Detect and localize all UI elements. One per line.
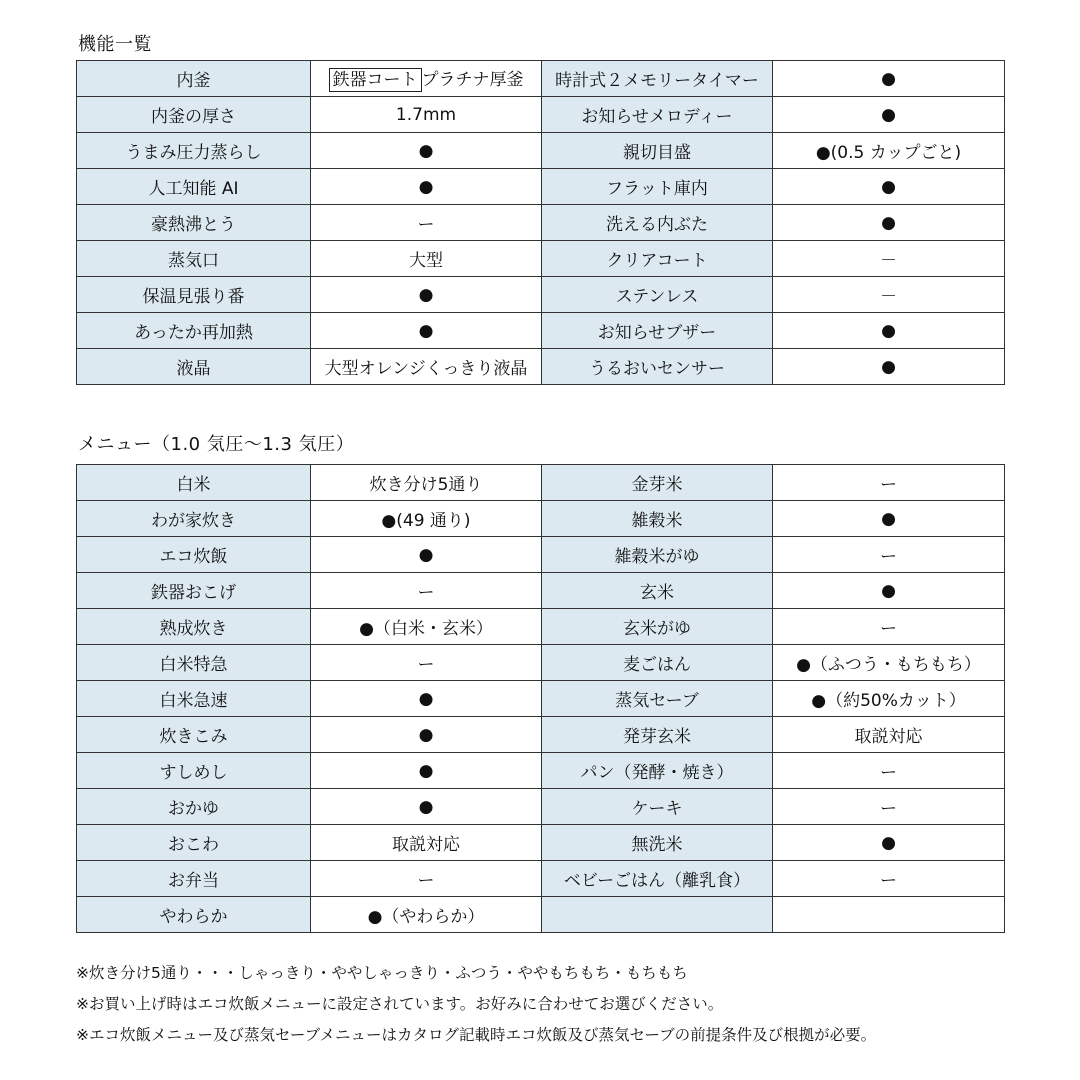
- feature-value: ●: [773, 313, 1005, 349]
- menu-value: ●（約50%カット）: [773, 681, 1005, 717]
- table-row: [77, 97, 1005, 133]
- table-row: [77, 205, 1005, 241]
- menu-value: ●: [773, 825, 1005, 861]
- feature-label: あったか再加熱: [77, 313, 311, 349]
- feature-label: 内釜: [77, 61, 311, 97]
- feature-value: ●: [773, 61, 1005, 97]
- menu-label: 麦ごはん: [542, 645, 773, 681]
- feature-value: ●: [311, 313, 542, 349]
- feature-value: ●: [311, 133, 542, 169]
- table-row: [77, 789, 1005, 825]
- feature-value: ●: [773, 205, 1005, 241]
- menu-label: 雑穀米: [542, 501, 773, 537]
- menu-label: すしめし: [77, 753, 311, 789]
- table-row: [77, 717, 1005, 753]
- table-row: [77, 133, 1005, 169]
- platinum-label: プラチナ厚釜: [421, 70, 524, 90]
- menu-value: ●: [311, 753, 542, 789]
- menu-label: 白米特急: [77, 645, 311, 681]
- menu-title: メニュー（1.0 気圧～1.3 気圧）: [78, 434, 355, 455]
- footnotes: [76, 958, 876, 1051]
- feature-value: 大型オレンジくっきり液晶: [311, 349, 542, 385]
- iron-coat-label: 鉄器コート: [329, 68, 422, 92]
- menu-value: ー: [773, 465, 1005, 501]
- menu-label: 鉄器おこげ: [77, 573, 311, 609]
- menu-value: ●（ふつう・もちもち）: [773, 645, 1005, 681]
- feature-label: うるおいセンサー: [542, 349, 773, 385]
- feature-label: ステンレス: [542, 277, 773, 313]
- feature-label: 液晶: [77, 349, 311, 385]
- menu-value: ー: [311, 573, 542, 609]
- menu-label: 発芽玄米: [542, 717, 773, 753]
- feature-label: 蒸気口: [77, 241, 311, 277]
- menu-value: ー: [311, 645, 542, 681]
- feature-value: ●: [773, 349, 1005, 385]
- menu-value: ●（白米・玄米）: [311, 609, 542, 645]
- feature-value: ●: [311, 277, 542, 313]
- table-row: [77, 573, 1005, 609]
- feature-value: [311, 61, 542, 97]
- features-title: 機能一覧: [78, 34, 152, 55]
- menu-label: 蒸気セーブ: [542, 681, 773, 717]
- feature-value: 大型: [311, 241, 542, 277]
- menu-label: やわらか: [77, 897, 311, 933]
- menu-value: [773, 897, 1005, 933]
- menu-label: パン（発酵・焼き）: [542, 753, 773, 789]
- feature-value: ●: [773, 97, 1005, 133]
- feature-value: －: [773, 277, 1005, 313]
- table-row: [77, 897, 1005, 933]
- menu-label: エコ炊飯: [77, 537, 311, 573]
- menu-value: ●: [311, 717, 542, 753]
- menu-value: ー: [773, 609, 1005, 645]
- table-row: [77, 277, 1005, 313]
- table-row: [77, 861, 1005, 897]
- menu-value: 取説対応: [311, 825, 542, 861]
- table-row: [77, 241, 1005, 277]
- feature-value: ー: [311, 205, 542, 241]
- menu-table: [76, 464, 1005, 933]
- feature-label: お知らせメロディー: [542, 97, 773, 133]
- table-row: [77, 501, 1005, 537]
- menu-label: 玄米がゆ: [542, 609, 773, 645]
- table-row: [77, 169, 1005, 205]
- footnote: ※炊き分け5通り・・・しゃっきり・ややしゃっきり・ふつう・ややもちもち・もちもち: [76, 964, 688, 982]
- menu-value: 炊き分け5通り: [311, 465, 542, 501]
- menu-label: 白米: [77, 465, 311, 501]
- table-row: [77, 825, 1005, 861]
- feature-value: －: [773, 241, 1005, 277]
- menu-value: ー: [311, 861, 542, 897]
- menu-label: おかゆ: [77, 789, 311, 825]
- feature-label: 時計式２メモリータイマー: [542, 61, 773, 97]
- table-row: [77, 537, 1005, 573]
- table-row: [77, 313, 1005, 349]
- menu-label: 玄米: [542, 573, 773, 609]
- table-row: [77, 465, 1005, 501]
- feature-label: お知らせブザー: [542, 313, 773, 349]
- menu-label: お弁当: [77, 861, 311, 897]
- menu-label: ケーキ: [542, 789, 773, 825]
- footnote: ※お買い上げ時はエコ炊飯メニューに設定されています。お好みに合わせてお選びください。: [76, 995, 724, 1013]
- menu-label: 熟成炊き: [77, 609, 311, 645]
- feature-label: クリアコート: [542, 241, 773, 277]
- menu-value: ー: [773, 753, 1005, 789]
- menu-value: ●: [773, 573, 1005, 609]
- menu-label: 金芽米: [542, 465, 773, 501]
- feature-label: 親切目盛: [542, 133, 773, 169]
- menu-label: [542, 897, 773, 933]
- feature-value: ●: [773, 169, 1005, 205]
- menu-value: ●(49 通り): [311, 501, 542, 537]
- menu-value: ●: [311, 681, 542, 717]
- menu-value: ー: [773, 789, 1005, 825]
- feature-label: 保温見張り番: [77, 277, 311, 313]
- menu-label: おこわ: [77, 825, 311, 861]
- feature-value: ●: [311, 169, 542, 205]
- menu-value: 取説対応: [773, 717, 1005, 753]
- feature-label: うまみ圧力蒸らし: [77, 133, 311, 169]
- table-row: [77, 681, 1005, 717]
- table-row: [77, 61, 1005, 97]
- menu-value: ●（やわらか）: [311, 897, 542, 933]
- menu-value: ●: [773, 501, 1005, 537]
- table-row: [77, 609, 1005, 645]
- feature-value: 1.7mm: [311, 97, 542, 133]
- table-row: [77, 753, 1005, 789]
- feature-value: ●(0.5 カップごと): [773, 133, 1005, 169]
- menu-value: ー: [773, 861, 1005, 897]
- menu-value: ー: [773, 537, 1005, 573]
- features-table: [76, 60, 1005, 385]
- menu-label: わが家炊き: [77, 501, 311, 537]
- feature-label: 豪熱沸とう: [77, 205, 311, 241]
- table-row: [77, 645, 1005, 681]
- menu-value: ●: [311, 789, 542, 825]
- menu-value: ●: [311, 537, 542, 573]
- feature-label: 内釜の厚さ: [77, 97, 311, 133]
- menu-label: ベビーごはん（離乳食）: [542, 861, 773, 897]
- menu-label: 白米急速: [77, 681, 311, 717]
- feature-label: 人工知能 AI: [77, 169, 311, 205]
- footnote: ※エコ炊飯メニュー及び蒸気セーブメニューはカタログ記載時エコ炊飯及び蒸気セーブの前提条件及び根拠が必要。: [76, 1026, 877, 1044]
- menu-label: 炊きこみ: [77, 717, 311, 753]
- table-row: [77, 349, 1005, 385]
- menu-label: 無洗米: [542, 825, 773, 861]
- feature-label: 洗える内ぶた: [542, 205, 773, 241]
- feature-label: フラット庫内: [542, 169, 773, 205]
- menu-label: 雑穀米がゆ: [542, 537, 773, 573]
